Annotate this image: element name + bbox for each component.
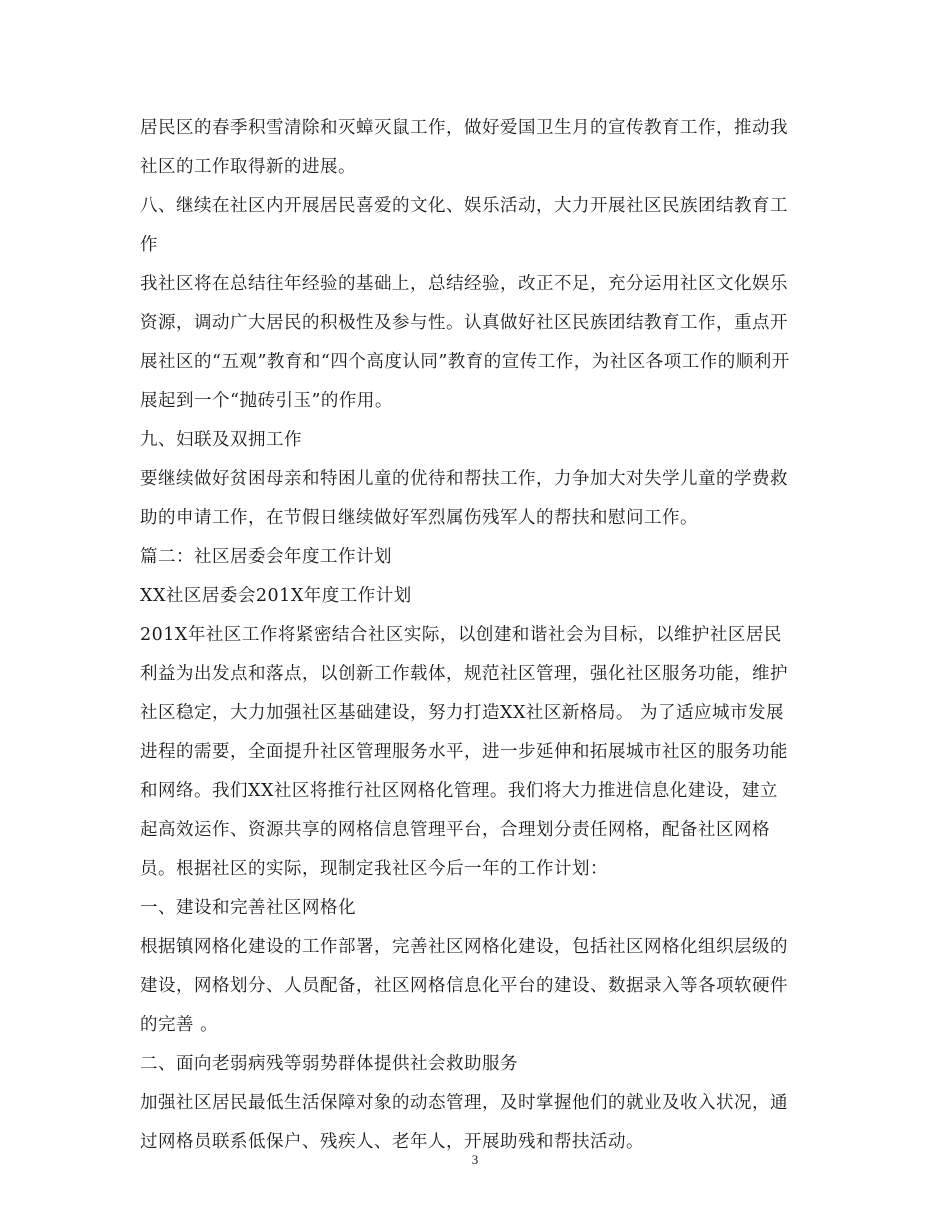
body-text-line: 和网络。我们XX社区将推行社区网格化管理。我们将大力推进信息化建设，建立: [140, 781, 778, 801]
body-text-line: 过网格员联系低保户、残疾人、老年人，开展助残和帮扶活动。: [140, 1132, 644, 1152]
body-text-line: 员。根据社区的实际，现制定我社区今后一年的工作计划：: [140, 859, 608, 879]
body-text-line: 进程的需要，全面提升社区管理服务水平，进一步延伸和拓展城市社区的服务功能: [140, 742, 788, 762]
article-title: 篇二：社区居委会年度工作计划: [140, 547, 392, 567]
article-subtitle: XX社区居委会201X年度工作计划: [140, 586, 412, 606]
body-text-line: 我社区将在总结往年经验的基础上，总结经验，改正不足，充分运用社区文化娱乐: [140, 274, 788, 294]
section-heading: 作: [140, 235, 158, 255]
body-text-line: 根据镇网格化建设的工作部署，完善社区网格化建设，包括社区网格化组织层级的: [140, 937, 788, 957]
body-text-line: 加强社区居民最低生活保障对象的动态管理，及时掌握他们的就业及收入状况，通: [140, 1093, 788, 1113]
body-text-line: 资源，调动广大居民的积极性及参与性。认真做好社区民族团结教育工作，重点开: [140, 313, 788, 333]
body-text-line: 居民区的春季积雪清除和灭蟑灭鼠工作，做好爱国卫生月的宣传教育工作，推动我: [140, 118, 788, 138]
section-heading: 八、继续在社区内开展居民喜爱的文化、娱乐活动，大力开展社区民族团结教育工: [140, 196, 788, 216]
body-text-line: 社区的工作取得新的进展。: [140, 157, 356, 177]
body-text-line: 社区稳定，大力加强社区基础建设，努力打造XX社区新格局。 为了适应城市发展: [140, 703, 784, 723]
section-heading: 九、妇联及双拥工作: [140, 430, 302, 450]
page-number: 3: [471, 1152, 479, 1167]
section-heading: 二、面向老弱病残等弱势群体提供社会救助服务: [140, 1054, 518, 1074]
body-text-line: 利益为出发点和落点，以创新工作载体，规范社区管理，强化社区服务功能，维护: [140, 664, 788, 684]
body-text-line: 展社区的“五观”教育和“四个高度认同”教育的宣传工作，为社区各项工作的顺利开: [140, 352, 790, 372]
body-text-line: 起高效运作、资源共享的网格信息管理平台，合理划分责任网格，配备社区网格: [140, 820, 770, 840]
body-text-line: 建设，网格划分、人员配备，社区网格信息化平台的建设、数据录入等各项软硬件: [140, 976, 788, 996]
body-text-line: 助的申请工作，在节假日继续做好军烈属伤残军人的帮扶和慰问工作。: [140, 508, 698, 528]
section-heading: 一、建设和完善社区网格化: [140, 898, 356, 918]
body-text-line: 展起到一个“抛砖引玉”的作用。: [140, 391, 393, 411]
body-text-line: 的完善 。: [140, 1015, 219, 1035]
body-text-line: 201X年社区工作将紧密结合社区实际，以创建和谐社会为目标，以维护社区居民: [140, 625, 782, 645]
body-text-line: 要继续做好贫困母亲和特困儿童的优待和帮扶工作，力争加大对失学儿童的学费救: [140, 469, 788, 489]
